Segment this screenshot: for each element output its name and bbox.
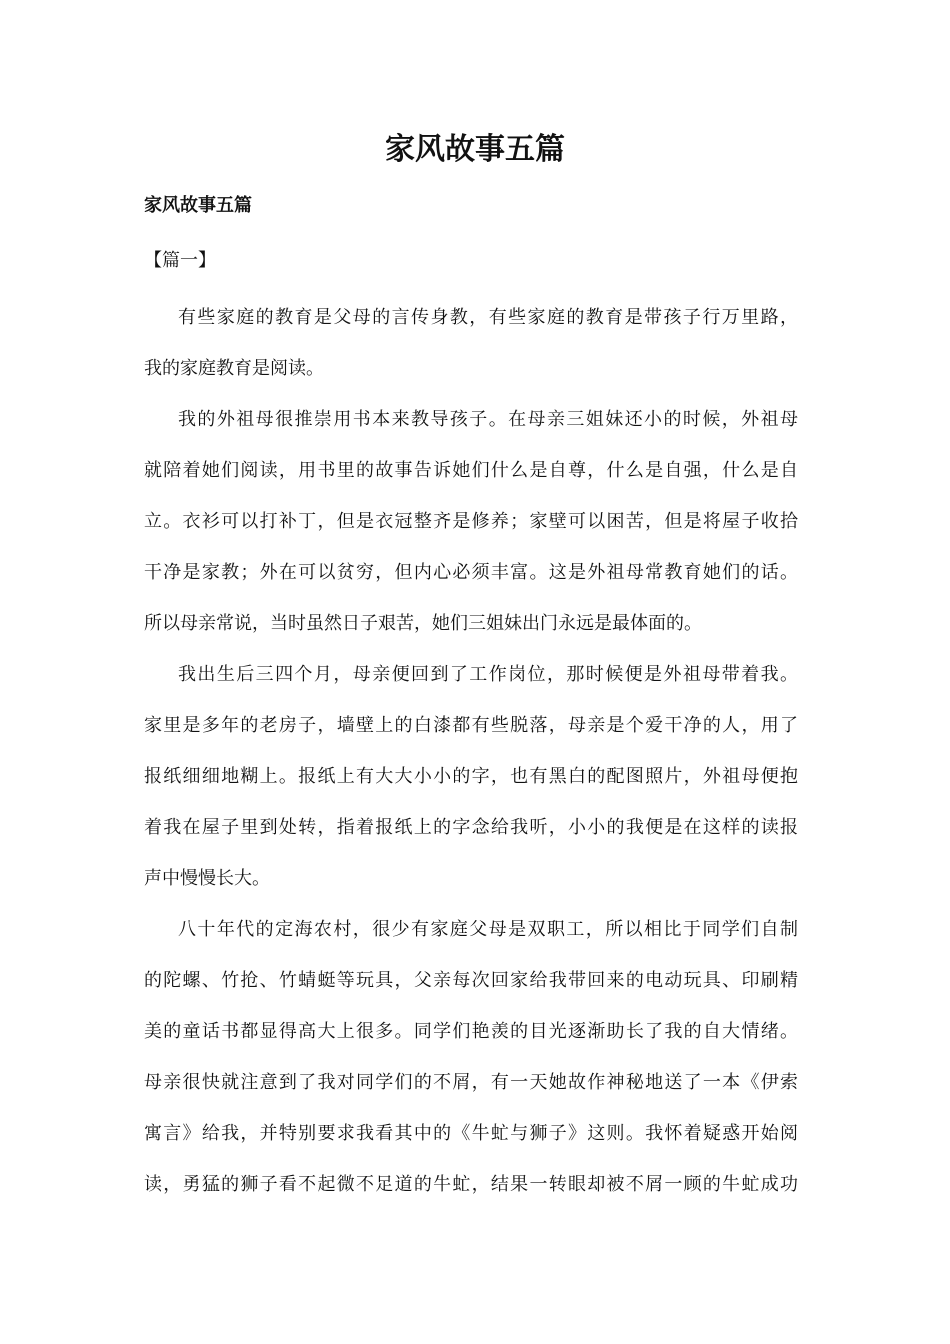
text-line: 我出生后三四个月，母亲便回到了工作岗位，那时候便是外祖母带着我。 — [178, 664, 798, 685]
document-body — [144, 292, 798, 1210]
text-line: 声中慢慢长大。 — [144, 868, 270, 889]
document-title: 家风故事五篇 — [385, 132, 565, 167]
document-subtitle: 家风故事五篇 — [144, 195, 252, 216]
text-line: 有些家庭的教育是父母的言传身教，有些家庭的教育是带孩子行万里路， — [178, 307, 798, 328]
text-line: 八十年代的定海农村，很少有家庭父母是双职工，所以相比于同学们自制 — [178, 919, 798, 940]
text-line: 干净是家教；外在可以贫穷，但内心必须丰富。这是外祖母常教育她们的话。 — [144, 562, 798, 583]
text-line: 我的家庭教育是阅读。 — [144, 358, 324, 379]
text-line: 母亲很快就注意到了我对同学们的不屑，有一天她故作神秘地送了一本《伊索 — [144, 1072, 798, 1093]
paragraph — [144, 649, 798, 904]
text-line: 着我在屋子里到处转，指着报纸上的字念给我听，小小的我便是在这样的读报 — [144, 817, 798, 838]
text-line: 美的童话书都显得高大上很多。同学们艳羡的目光逐渐助长了我的自大情绪。 — [144, 1021, 798, 1042]
text-line: 读，勇猛的狮子看不起微不足道的牛虻，结果一转眼却被不屑一顾的牛虻成功 — [144, 1174, 798, 1195]
text-line: 寓言》给我，并特别要求我看其中的《牛虻与狮子》这则。我怀着疑惑开始阅 — [144, 1123, 798, 1144]
text-line: 就陪着她们阅读，用书里的故事告诉她们什么是自尊，什么是自强，什么是自 — [144, 460, 798, 481]
paragraph — [144, 292, 798, 394]
text-line: 报纸细细地糊上。报纸上有大大小小的字，也有黑白的配图照片，外祖母便抱 — [144, 766, 798, 787]
text-line: 立。衣衫可以打补丁，但是衣冠整齐是修养；家壁可以困苦，但是将屋子收拾 — [144, 511, 798, 532]
text-line: 的陀螺、竹抢、竹蜻蜓等玩具，父亲每次回家给我带回来的电动玩具、印刷精 — [144, 970, 798, 991]
paragraph — [144, 904, 798, 1210]
text-line: 所以母亲常说，当时虽然日子艰苦，她们三姐妹出门永远是最体面的。 — [144, 613, 702, 634]
paragraph — [144, 394, 798, 649]
text-line: 我的外祖母很推崇用书本来教导孩子。在母亲三姐妹还小的时候，外祖母 — [178, 409, 798, 430]
section-label: 【篇一】 — [144, 250, 216, 271]
text-line: 家里是多年的老房子，墙壁上的白漆都有些脱落，母亲是个爱干净的人，用了 — [144, 715, 798, 736]
